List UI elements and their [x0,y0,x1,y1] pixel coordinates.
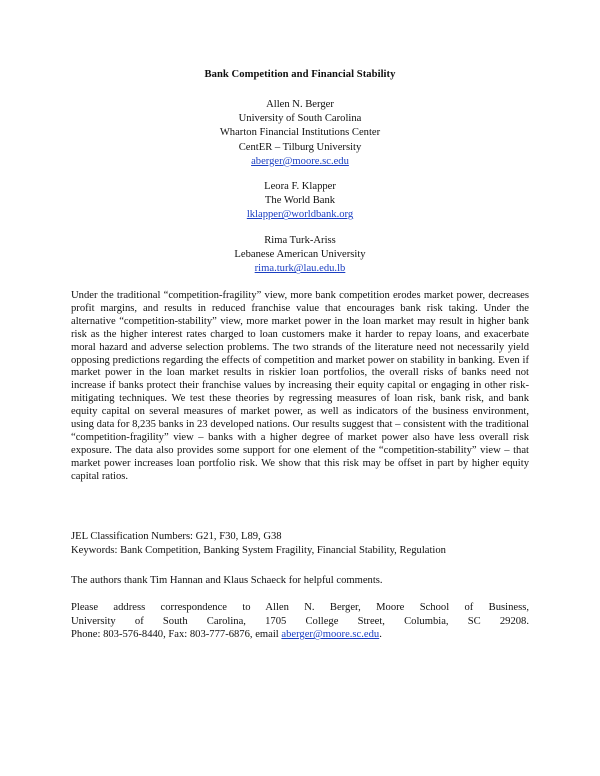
author-affiliation: Lebanese American University [234,249,366,261]
abstract-paragraph: Under the traditional “competition-fragility” view, more bank competition erodes market power, decreases profit margins, and results in reduced franchise value that encourages bank risk taking. Under the alternative “competition-stability” view, more market power in the loan market may result in higher bank risk as the higher interest rates charged to loan customers make it harder to repay loans, and exacerbate moral hazard and adverse selection problems. The two strands of the literature need not necessarily yield opposing predictions regarding the effects of competition and market power on stability in banking. Even if market power in the loan market results in riskier loan portfolios, the overall risks of banks need not increase if banks protect their franchise values by increasing their equity capital or engaging in other risk-mitigating techniques. We test these theories by regressing measures of loan risk, bank risk, and bank equity capital on several measures of market power, as well as indicators of the business environment, using data for 8,235 banks in 23 developed nations. Our results suggest that – consistent with the traditional “competition-fragility” view – banks with a higher degree of market power also have less overall risk exposure. The data also provides some support for one element of the “competition-stability” view – that market power increases loan portfolio risk. We show that this risk may be offset in part by higher equity capital ratios. [71,290,529,482]
author-email-link[interactable]: rima.turk@lau.edu.lb [254,263,346,275]
paper-title: Bank Competition and Financial Stability [204,69,396,80]
correspondence-contact [71,628,529,642]
author-name: Rima Turk-Ariss [264,235,336,246]
author-name: Allen N. Berger [266,99,334,110]
author-affiliation: CentER – Tilburg University [238,141,362,153]
author-affiliation: The World Bank [264,195,336,207]
correspondence-block [71,601,529,642]
keywords-line: Keywords: Bank Competition, Banking System Fragility, Financial Stability, Regulation [71,544,446,556]
correspondence-line: University of South Carolina, 1705 College Street, Columbia, SC 29208. [71,615,529,627]
author-block-berger [0,98,600,169]
author-affiliation: University of South Carolina [238,113,362,125]
author-email-link[interactable]: aberger@moore.sc.edu [251,155,349,167]
acknowledgment: The authors thank Tim Hannan and Klaus Schaeck for helpful comments. [71,575,383,586]
author-email-link[interactable]: lklapper@worldbank.org [246,209,354,221]
contact-prefix: Phone: 803-576-8440, Fax: 803-777-6876, email [71,629,282,641]
author-name: Leora F. Klapper [264,181,336,192]
classification-block [71,530,529,557]
jel-classification: JEL Classification Numbers: G21, F30, L89, G38 [71,531,282,542]
contact-suffix: . [379,629,382,641]
correspondence-email-link[interactable]: aberger@moore.sc.edu [281,629,380,641]
correspondence-line: Please address correspondence to Allen N. Berger, Moore School of Business, [71,602,529,613]
author-block-turk-ariss [0,234,600,277]
author-affiliation: Wharton Financial Institutions Center [219,127,381,139]
author-block-klapper [0,180,600,223]
